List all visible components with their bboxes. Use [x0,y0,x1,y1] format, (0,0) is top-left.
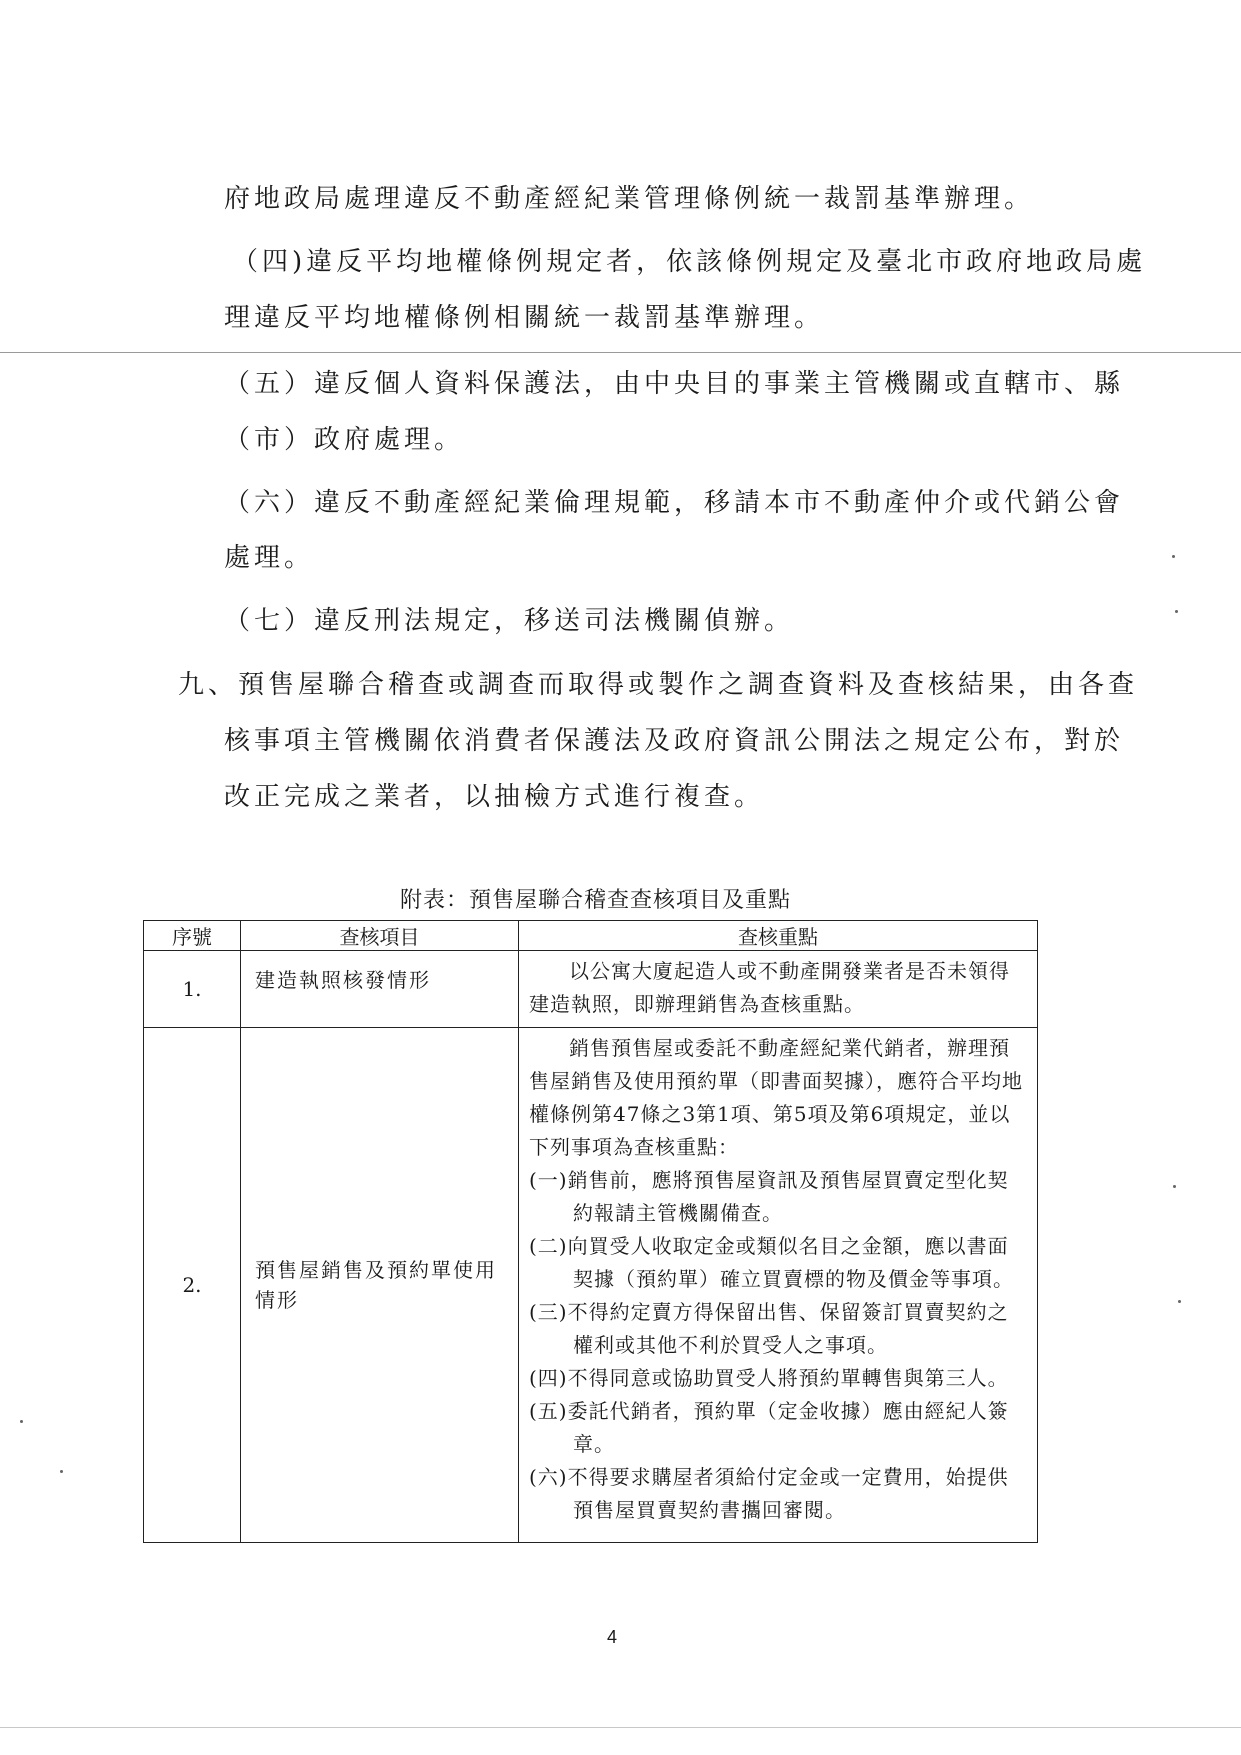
table-title: 附表：預售屋聯合稽查查核項目及重點 [400,888,792,913]
focus-point: (二)向買受人收取定金或類似名目之金額，應以書面契據（預約單）確立買賣標的物及價金等事項。 [529,1234,1014,1291]
focus-point: (六)不得要求購屋者須給付定金或一定費用，始提供預售屋買賣契約書攜回審閱。 [529,1465,1009,1522]
header-serial: 序號 [144,921,241,951]
paragraph-line: 理違反平均地權條例相關統一裁罰基準辦理。 [224,303,825,333]
row-serial: 2. [144,1028,241,1543]
page-number: 4 [607,1627,618,1647]
paragraph-line: （六）違反不動產經紀業倫理規範，移請本市不動產仲介或代銷公會 [224,488,1125,518]
row-audit-item: 建造執照核發情形 [241,951,519,1028]
scan-speck [1173,1185,1176,1188]
header-audit-item: 查核項目 [241,921,519,951]
scan-fold-line [0,352,1241,353]
paragraph-line: 核事項主管機關依消費者保護法及政府資訊公開法之規定公布，對於 [224,726,1125,756]
focus-point: (四)不得同意或協助買受人將預約單轉售與第三人。 [529,1366,1009,1390]
row-serial: 1. [144,951,241,1028]
scan-speck [1178,1300,1181,1303]
focus-point: (一)銷售前，應將預售屋資訊及預售屋買賣定型化契約報請主管機關備查。 [529,1168,1009,1225]
scan-speck [1172,555,1175,558]
row-audit-focus [519,951,1038,1028]
scan-speck [60,1470,63,1473]
focus-intro: 以公寓大廈起造人或不動產開發業者是否未領得建造執照，即辦理銷售為查核重點。 [529,959,1010,1016]
paragraph-line: （市）政府處理。 [224,425,465,455]
paragraph-line: （五）違反個人資料保護法，由中央目的事業主管機關或直轄市、縣 [224,369,1125,399]
scan-speck [1175,610,1178,613]
paragraph-line: 九、預售屋聯合稽查或調查而取得或製作之調查資料及查核結果，由各查 [178,670,1139,700]
scan-bottom-edge [0,1727,1241,1728]
table-row [144,1028,1038,1543]
paragraph-line: 改正完成之業者，以抽檢方式進行複查。 [224,782,765,812]
audit-table [143,920,1038,1543]
table-row [144,951,1038,1028]
table-header-row [144,921,1038,951]
focus-intro: 銷售預售屋或委託不動產經紀業代銷者，辦理預售屋銷售及使用預約單（即書面契據），應符合平均地權條例第47條之3第1項、第5項及第6項規定，並以下列事項為查核重點： [529,1036,1023,1159]
row-audit-item: 預售屋銷售及預約單使用情形 [241,1028,519,1543]
row-audit-focus [519,1028,1038,1543]
focus-point: (三)不得約定賣方得保留出售、保留簽訂買賣契約之權利或其他不利於買受人之事項。 [529,1300,1009,1357]
paragraph-line: （四)違反平均地權條例規定者，依該條例規定及臺北市政府地政局處 [232,247,1147,277]
header-audit-focus: 查核重點 [519,921,1038,951]
paragraph-line: 府地政局處理違反不動產經紀業管理條例統一裁罰基準辦理。 [224,184,1035,214]
paragraph-line: 處理。 [224,543,315,573]
paragraph-line: （七）違反刑法規定，移送司法機關偵辦。 [224,606,795,636]
focus-point: (五)委託代銷者，預約單（定金收據）應由經紀人簽章。 [529,1399,1009,1456]
scan-speck [20,1420,23,1423]
